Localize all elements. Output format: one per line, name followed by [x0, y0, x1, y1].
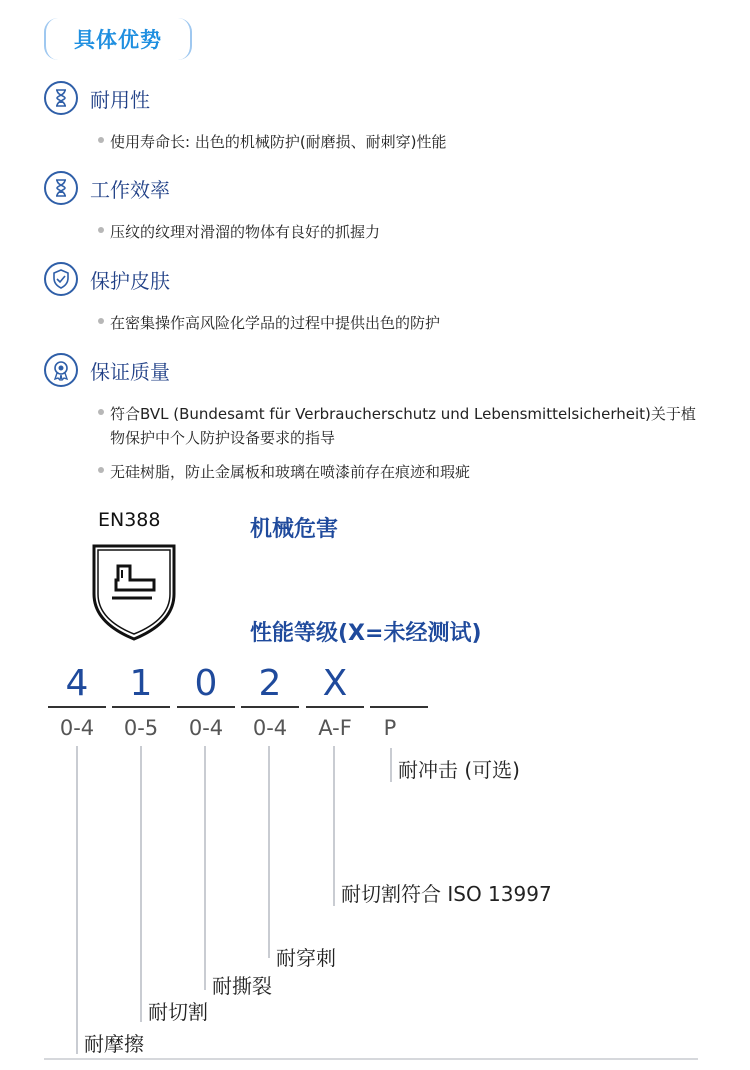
en388-shield-icon — [90, 542, 178, 642]
test-label-impact: 耐冲击 (可选) — [398, 758, 520, 782]
range-impact: P — [383, 716, 397, 740]
connector-line — [140, 746, 142, 1022]
score-tear: 0 — [194, 663, 218, 704]
feature-title: 保证质量 — [90, 359, 170, 384]
score-puncture: 2 — [258, 663, 282, 704]
hourglass-icon — [44, 81, 78, 115]
feature-bullet: 无硅树脂，防止金属板和玻璃在喷漆前存在痕迹和瑕疵 — [100, 460, 724, 484]
connector-line — [333, 746, 335, 906]
score-underline — [177, 706, 235, 708]
test-label-tear: 耐撕裂 — [212, 974, 272, 998]
score-underline — [370, 706, 428, 708]
feature-bullet: 压纹的纹理对滑溜的物体有良好的抓握力 — [100, 220, 724, 244]
quality-badge-icon — [44, 353, 78, 387]
range-tear: 0-4 — [188, 716, 224, 740]
score-underline — [241, 706, 299, 708]
connector-line — [268, 746, 270, 958]
hourglass-icon — [44, 171, 78, 205]
range-abrasion: 0-4 — [59, 716, 95, 740]
feature-title: 耐用性 — [90, 87, 150, 112]
feature-title: 保护皮肤 — [90, 268, 170, 293]
score-underline — [48, 706, 106, 708]
standard-label: EN388 — [98, 509, 161, 531]
bottom-divider — [44, 1058, 698, 1060]
range-cut: 0-5 — [123, 716, 159, 740]
score-iso-cut: X — [322, 663, 348, 704]
connector-line — [390, 748, 392, 782]
score-cut: 1 — [129, 663, 153, 704]
score-underline — [306, 706, 364, 708]
feature-bullet: 在密集操作高风险化学品的过程中提供出色的防护 — [100, 311, 724, 335]
test-label-puncture: 耐穿刺 — [276, 946, 336, 970]
score-abrasion: 4 — [65, 663, 89, 704]
feature-bullet: 使用寿命长: 出色的机械防护(耐磨损、耐刺穿)性能 — [100, 130, 724, 154]
feature-bullet: 符合BVL (Bundesamt für Verbraucherschutz und Lebensmittelsicherheit)关于植物保护中个人防护设备要求的指导 — [100, 402, 700, 450]
feature-quality — [44, 352, 724, 484]
connector-line — [204, 746, 206, 990]
range-puncture: 0-4 — [252, 716, 288, 740]
shield-icon — [44, 262, 78, 296]
test-label-abrasion: 耐摩擦 — [84, 1032, 144, 1056]
score-underline — [112, 706, 170, 708]
hazard-title: 机械危害 — [250, 517, 339, 542]
test-label-iso-cut: 耐切割符合 ISO 13997 — [341, 882, 552, 906]
section-title: 具体优势 — [44, 18, 192, 60]
feature-title: 工作效率 — [90, 177, 170, 202]
feature-efficiency — [44, 170, 724, 244]
range-iso-cut: A-F — [318, 716, 352, 740]
feature-skin-protection — [44, 261, 724, 335]
levels-title: 性能等级(X=未经测试) — [250, 621, 482, 646]
test-label-cut: 耐切割 — [148, 1000, 208, 1024]
feature-durability — [44, 80, 724, 154]
connector-line — [76, 746, 78, 1054]
